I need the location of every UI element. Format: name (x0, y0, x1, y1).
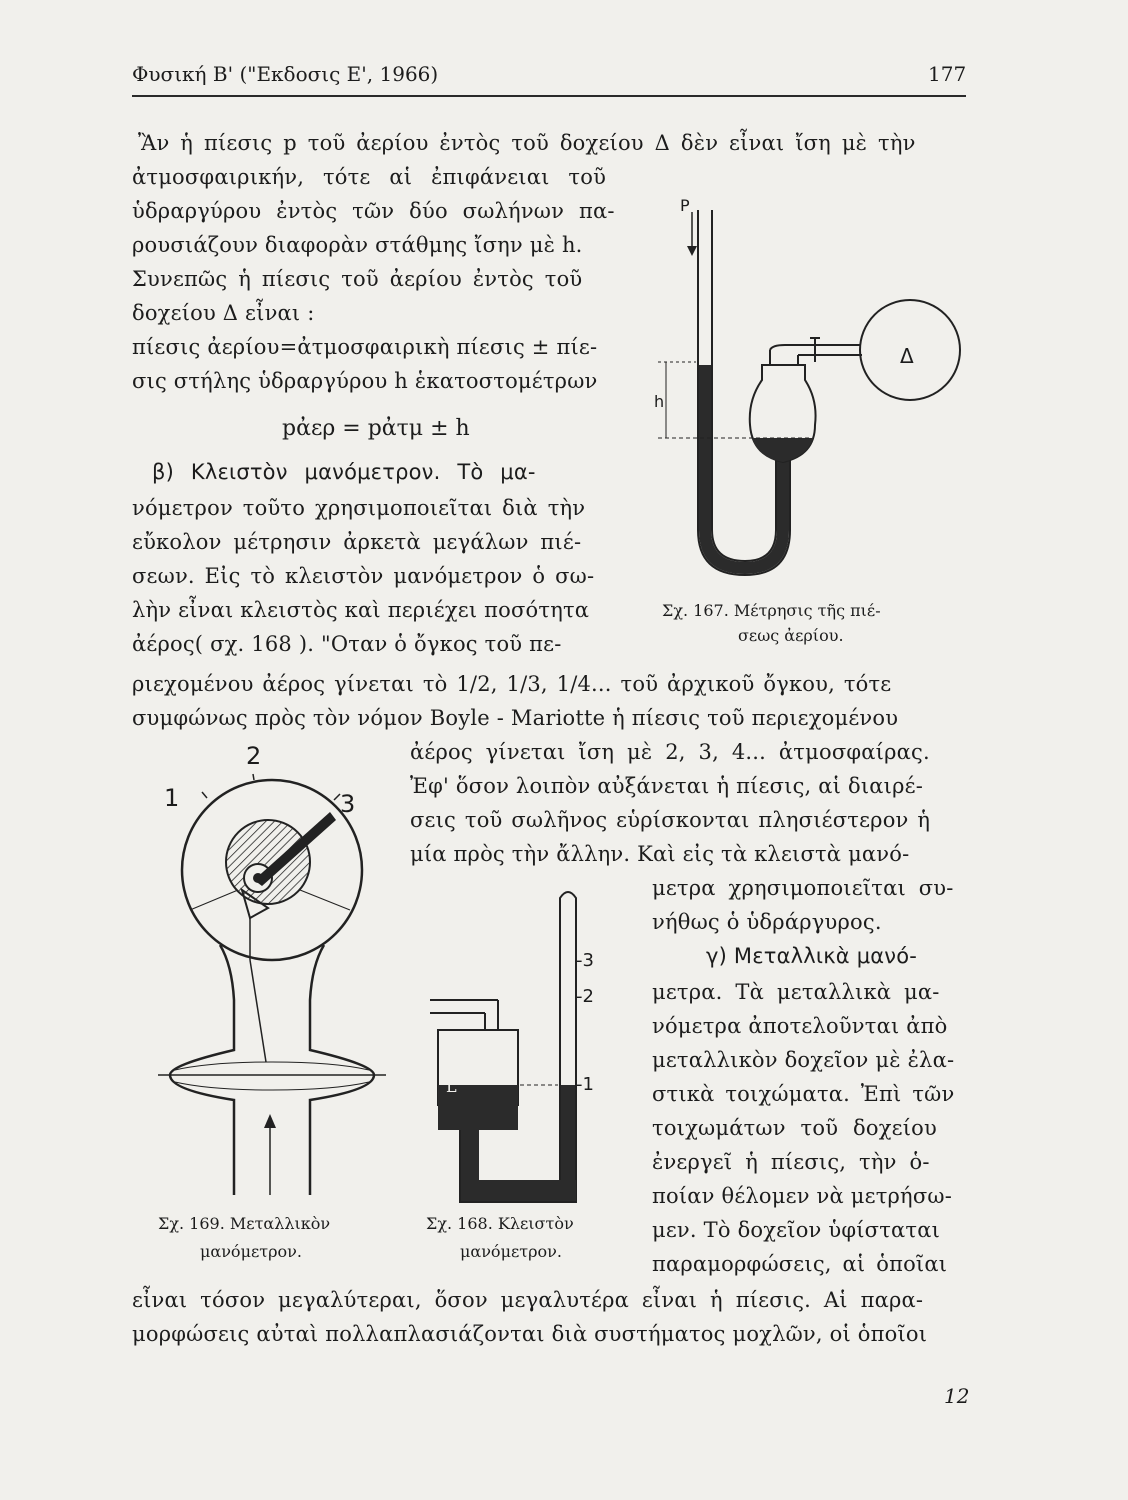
dial-number-1: 1 (164, 784, 180, 812)
text-line: εὔκολον μέτρησιν ἀρκετὰ μεγάλων πιέ- (132, 530, 582, 554)
text-line: μεν. Τὸ δοχεῖον ὑφίσταται (652, 1218, 941, 1242)
text-line: ἀέρος γίνεται ἴση μὲ 2, 3, 4... ἀτμοσφαίρας. (410, 740, 930, 764)
text-line: συμφώνως πρὸς τὸν νόμον Boyle - Mariotte ἡ πίεσις τοῦ περιεχομένου (132, 706, 899, 730)
text-line: λὴν εἶναι κλειστὸς καὶ περιέχει ποσότητα (132, 598, 590, 622)
text-line: σεις τοῦ σωλῆνος εὑρίσκονται πλησιέστερον ἡ (410, 808, 931, 832)
text-line: παραμορφώσεις, αἱ ὁποῖαι (652, 1252, 948, 1276)
scale-tick-1: -1 (576, 1074, 594, 1095)
text-line: Συνεπῶς ἡ πίεσις τοῦ ἀερίου ἐντὸς τοῦ (132, 267, 583, 291)
figure-167-caption-cont: σεως ἀερίου. (738, 626, 844, 645)
pressure-formula: pἀερ = pἀτμ ± h (282, 416, 470, 441)
header-rule (132, 95, 966, 97)
figure-169-caption: Σχ. 169. Μεταλλικὸν (158, 1214, 331, 1233)
label-h: h (654, 392, 665, 411)
scale-tick-3: -3 (576, 950, 594, 971)
text-line: μετρα χρησιμοποιεῖται συ- (652, 876, 954, 900)
text-line: ποίαν θέλομεν νὰ μετρήσω- (652, 1184, 952, 1208)
text-line: δοχείου Δ εἶναι : (132, 301, 315, 325)
text-line: ἀτμοσφαιρικήν, τότε αἱ ἐπιφάνειαι τοῦ (132, 165, 607, 189)
text-line: ἐνεργεῖ ἡ πίεσις, τὴν ὁ- (652, 1150, 930, 1174)
text-line: στικὰ τοιχώματα. Ἐπὶ τῶν (652, 1082, 955, 1106)
figure-169-caption-cont: μανόμετρον. (200, 1242, 302, 1261)
text-line: μία πρὸς τὴν ἄλλην. Καὶ εἰς τὰ κλειστὰ μανό- (410, 842, 910, 866)
label-l: L (446, 1077, 457, 1096)
section-heading-closed-manometer: β) Κλειστὸν μανόμετρον. Τὸ μα- (152, 460, 536, 484)
dial-number-3: 3 (340, 790, 356, 818)
text-line: νόμετρον τοῦτο χρησιμοποιεῖται διὰ τὴν (132, 496, 586, 520)
dial-number-2: 2 (246, 742, 262, 770)
text-line: σις στήλης ὑδραργύρου h ἑκατοστομέτρων (132, 369, 598, 393)
text-line: νήθως ὁ ὑδράργυρος. (652, 910, 882, 934)
figure-168-caption: Σχ. 168. Κλειστὸν (426, 1214, 574, 1233)
text-line: μετρα. Τὰ μεταλλικὰ μα- (652, 980, 940, 1004)
label-p: P (680, 196, 690, 215)
text-line: ἀέρος( σχ. 168 ). "Οταν ὁ ὄγκος τοῦ πε- (132, 632, 562, 656)
text-line: πίεσις ἀερίου=ἀτμοσφαιρικὴ πίεσις ± πίε- (132, 335, 598, 359)
text-line: νόμετρα ἀποτελοῦνται ἀπὸ (652, 1014, 948, 1038)
page-number: 177 (928, 62, 967, 86)
figure-167-open-manometer (640, 190, 970, 590)
scale-tick-2: -2 (576, 986, 594, 1007)
text-line: Ἐφ' ὅσον λοιπὸν αὐξάνεται ἡ πίεσις, αἱ διαιρέ- (410, 774, 924, 798)
text-line: μορφώσεις αὐταὶ πολλαπλασιάζονται διὰ συστήματος μοχλῶν, οἱ ὁποῖοι (132, 1322, 928, 1346)
figure-167-caption: Σχ. 167. Μέτρησις τῆς πιέ- (662, 601, 881, 620)
text-line: σεων. Εἰς τὸ κλειστὸν μανόμετρον ὁ σω- (132, 564, 595, 588)
running-header: Φυσική Β' ("Εκδοσις Ε', 1966) (132, 62, 439, 86)
text-line: ρουσιάζουν διαφορὰν στάθμης ἴσην μὲ h. (132, 233, 583, 257)
text-line: ριεχομένου ἀέρος γίνεται τὸ 1/2, 1/3, 1/4... τοῦ ἀρχικοῦ ὄγκου, τότε (132, 672, 892, 696)
text-line: εἶναι τόσον μεγαλύτεραι, ὅσον μεγαλυτέρα εἶναι ἡ πίεσις. Αἱ παρα- (132, 1288, 924, 1312)
text-line: μεταλλικὸν δοχεῖον μὲ ἐλα- (652, 1048, 955, 1072)
label-delta: Δ (900, 344, 914, 368)
text-line: Ἂν ἡ πίεσις p τοῦ ἀερίου ἐντὸς τοῦ δοχείου Δ δὲν εἶναι ἴση μὲ τὴν (138, 131, 916, 155)
figure-168-closed-manometer (420, 880, 620, 1205)
text-line: τοιχωμάτων τοῦ δοχείου (652, 1116, 937, 1140)
figure-168-caption-cont: μανόμετρον. (460, 1242, 562, 1261)
figure-169-metallic-manometer (150, 750, 400, 1200)
section-heading-metal-manometers: γ) Μεταλλικὰ μανό- (706, 944, 918, 968)
text-line: ὑδραργύρου ἐντὸς τῶν δύο σωλήνων πα- (132, 199, 615, 223)
signature-number: 12 (944, 1384, 970, 1408)
